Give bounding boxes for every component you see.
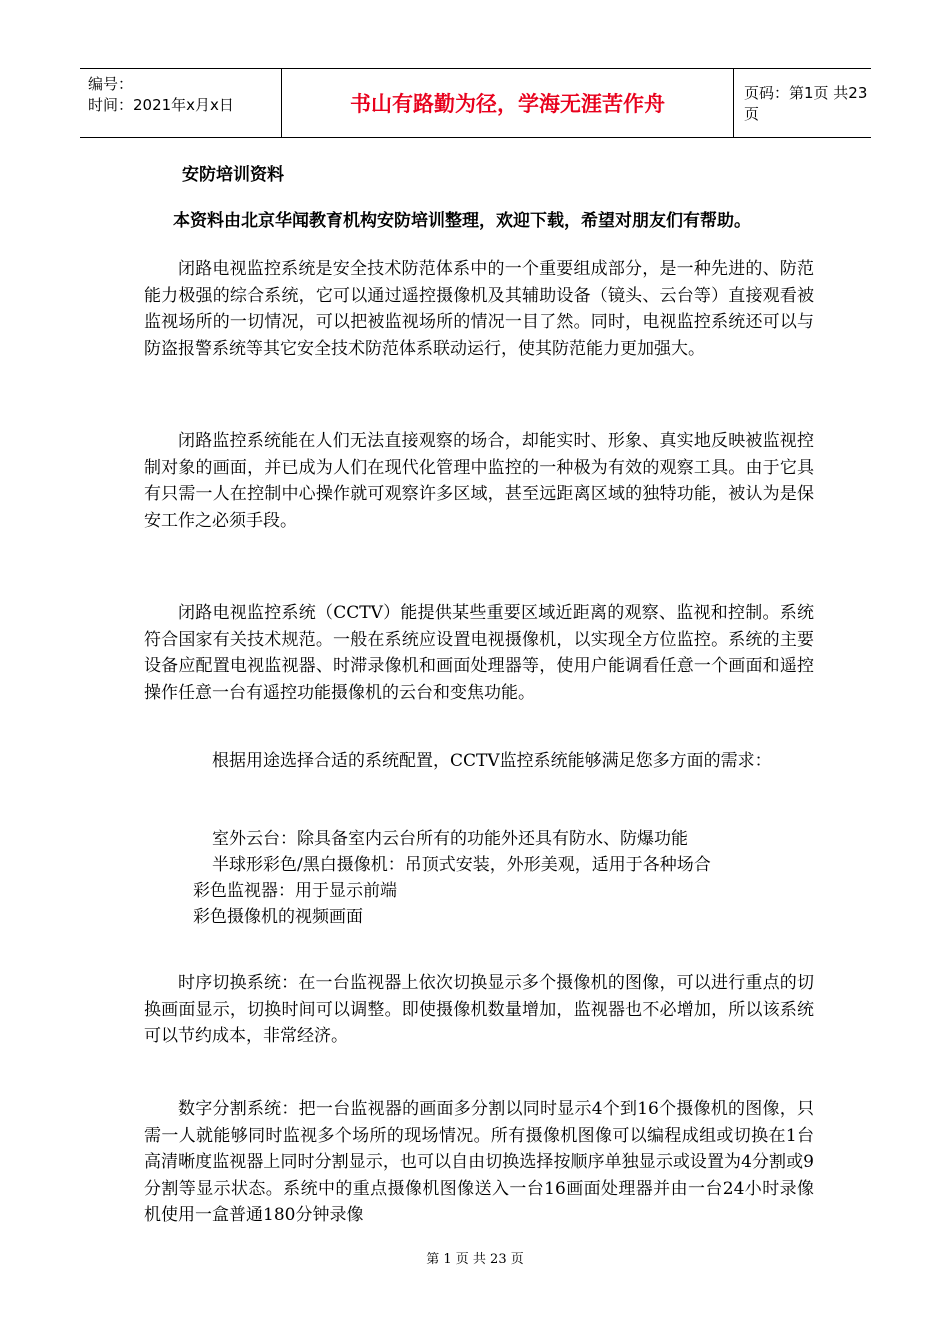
equipment-line-camera-video: 彩色摄像机的视频画面: [193, 907, 363, 927]
paragraph-sequential-switching: 时序切换系统：在一台监视器上依次切换显示多个摄像机的图像，可以进行重点的切换画面显示，切换时间可以调整。即使摄像机数量增加，监视器也不必增加，所以该系统可以节约成本，非常经济。: [144, 973, 814, 1046]
header-page-info: 页码：第1页 共23页: [744, 84, 868, 123]
paragraph-cctv-system: 闭路电视监控系统（CCTV）能提供某些重要区域近距离的观察、监视和控制。系统符合国家有关技术规范。一般在系统应设置电视摄像机，以实现全方位监控。系统的主要设备应配置电视监视器、时滞录像机和画面处理器等，使用户能调看任意一个画面和遥控操作任意一台有遥控功能摄像机的云台和变焦功能。: [144, 603, 814, 703]
equipment-line-color-monitor: 彩色监视器：用于显示前端: [193, 881, 397, 901]
document-number-label: 编号：: [88, 75, 134, 93]
document-subtitle: 本资料由北京华闻教育机构安防培训整理，欢迎下载，希望对朋友们有帮助。: [173, 211, 751, 231]
paragraph-closed-circuit: 闭路监控系统能在人们无法直接观察的场合，却能实时、形象、真实地反映被监视控制对象的画面，并已成为人们在现代化管理中监控的一种极为有效的观察工具。由于它具有只需一人在控制中心操作就可观察许多区域，甚至远距离区域的独特功能，被认为是保安工作之必须手段。: [144, 431, 814, 531]
paragraph-digital-split: 数字分割系统：把一台监视器的画面多分割以同时显示4个到16个摄像机的图像，只需一人就能够同时监视多个场所的现场情况。所有摄像机图像可以编程成组或切换在1台高清晰度监视器上同时分割显示，也可以自由切换选择按顺序单独显示或设置为4分割或9分割等显示状态。系统中的重点摄像机图像送入一台16画面处理器并由一台24小时录像机使用一盒普通180分钟录像: [144, 1099, 814, 1225]
paragraph-config-intro: 根据用途选择合适的系统配置，CCTV监控系统能够满足您多方面的需求：: [212, 751, 772, 771]
document-time-label: 时间：2021年x月x日: [88, 96, 234, 114]
page-footer: 第 1 页 共 23 页: [426, 1252, 524, 1267]
equipment-line-outdoor-pan-tilt: 室外云台：除具备室内云台所有的功能外还具有防水、防爆功能: [212, 829, 688, 849]
document-title: 安防培训资料: [182, 165, 284, 185]
header-meta-cell: [80, 69, 282, 137]
paragraph-cctv-overview: 闭路电视监控系统是安全技术防范体系中的一个重要组成部分，是一种先进的、防范能力极强的综合系统，它可以通过遥控摄像机及其辅助设备（镜头、云台等）直接观看被监视场所的一切情况，可以把被监视场所的情况一目了然。同时，电视监控系统还可以与防盗报警系统等其它安全技术防范体系联动运行，使其防范能力更加强大。: [144, 259, 814, 359]
header-motto: 书山有路勤为径，学海无涯苦作舟: [282, 69, 734, 137]
page-header: [80, 68, 871, 138]
equipment-line-dome-camera: 半球形彩色/黑白摄像机：吊顶式安装，外形美观，适用于各种场合: [212, 855, 711, 875]
